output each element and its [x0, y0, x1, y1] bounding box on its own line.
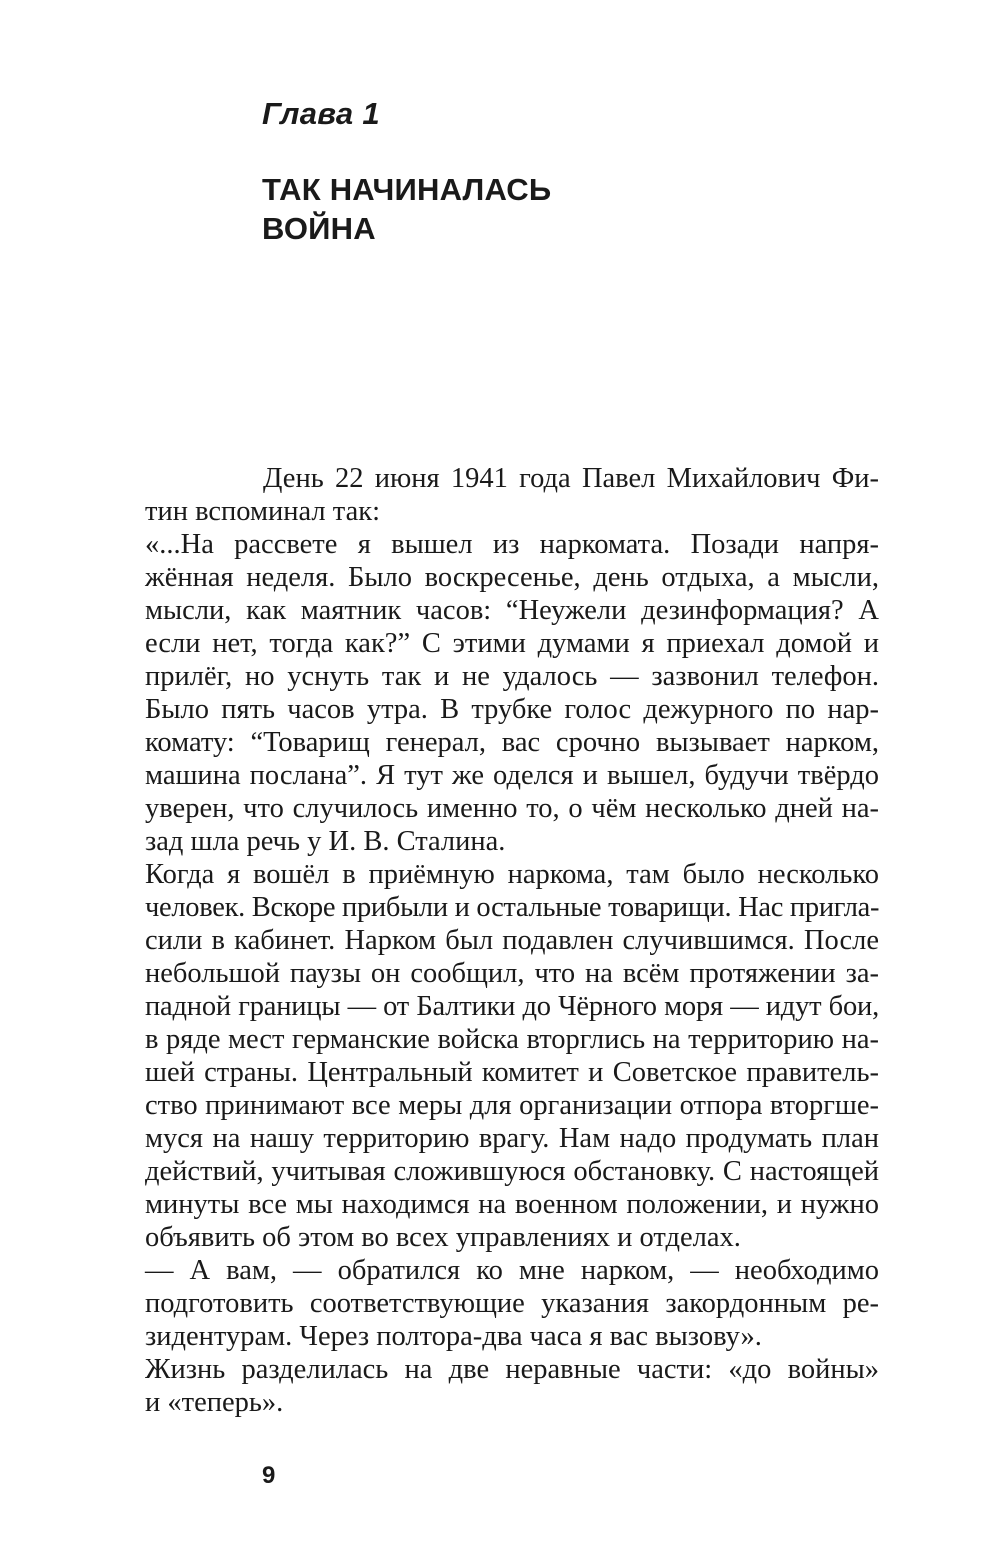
text-line: зидентурам. Через полтора-два часа я вас вызову». — [145, 1321, 762, 1352]
text-line: сили в кабинет. Нарком был подавлен случившимся. После — [145, 925, 879, 956]
text-line: прилёг, но уснуть так и не удалось — зазвонил телефон. — [145, 661, 879, 692]
text-line: уверен, что случилось именно то, о чём несколько дней на- — [145, 793, 879, 824]
text-line: жённая неделя. Было воскресенье, день отдыха, а мысли, — [145, 562, 879, 593]
text-line: зад шла речь у И. В. Сталина. — [145, 826, 506, 857]
text-line: Было пять часов утра. В трубке голос дежурного по нар- — [145, 694, 879, 725]
text-line: мысли, как маятник часов: “Неужели дезинформация? А — [145, 595, 879, 626]
chapter-label: Глава 1 — [262, 96, 380, 131]
text-line: тин вспоминал так: — [145, 496, 380, 527]
text-line: комату: “Товарищ генерал, вас срочно вызывает нарком, — [145, 727, 879, 758]
text-line: человек. Вскоре прибыли и остальные товарищи. Нас пригла- — [145, 892, 880, 923]
text-line: шей страны. Центральный комитет и Советское правитель- — [145, 1057, 879, 1088]
text-line: небольшой паузы он сообщил, что на всём протяжении за- — [145, 958, 879, 989]
text-line: — А вам, — обратился ко мне нарком, — необходимо — [145, 1255, 879, 1286]
text-line: «...На рассвете я вышел из наркомата. Позади напря- — [145, 529, 879, 560]
text-line: День 22 июня 1941 года Павел Михайлович Фи- — [263, 463, 879, 494]
text-line: подготовить соответствующие указания закордонным ре- — [145, 1288, 879, 1319]
text-line: Жизнь разделилась на две неравные части: «до войны» — [145, 1354, 879, 1385]
chapter-title — [262, 170, 551, 248]
chapter-title-line-1: ТАК НАЧИНАЛАСЬ — [262, 172, 552, 207]
text-line: объявить об этом во всех управлениях и отделах. — [145, 1222, 741, 1253]
body-text — [145, 462, 879, 1419]
text-line: если нет, тогда как?” С этими думами я приехал домой и — [145, 628, 879, 659]
page-number: 9 — [262, 1462, 276, 1489]
text-line: и «теперь». — [145, 1387, 284, 1418]
text-line: Когда я вошёл в приёмную наркома, там было несколько — [145, 859, 879, 890]
text-line: машина послана”. Я тут же оделся и вышел, будучи твёрдо — [145, 760, 879, 791]
text-line: падной границы — от Балтики до Чёрного моря — идут бои, — [145, 991, 879, 1022]
text-line: муся на нашу территорию врагу. Нам надо продумать план — [145, 1123, 879, 1154]
text-line: действий, учитывая сложившуюся обстановку. С настоящей — [145, 1156, 879, 1187]
chapter-title-line-2: ВОЙНА — [262, 211, 376, 246]
text-line: в ряде мест германские войска вторглись на территорию на- — [145, 1024, 879, 1055]
text-line: минуты все мы находимся на военном положении, и нужно — [145, 1189, 879, 1220]
text-line: ство принимают все меры для организации отпора вторгше- — [145, 1090, 879, 1121]
